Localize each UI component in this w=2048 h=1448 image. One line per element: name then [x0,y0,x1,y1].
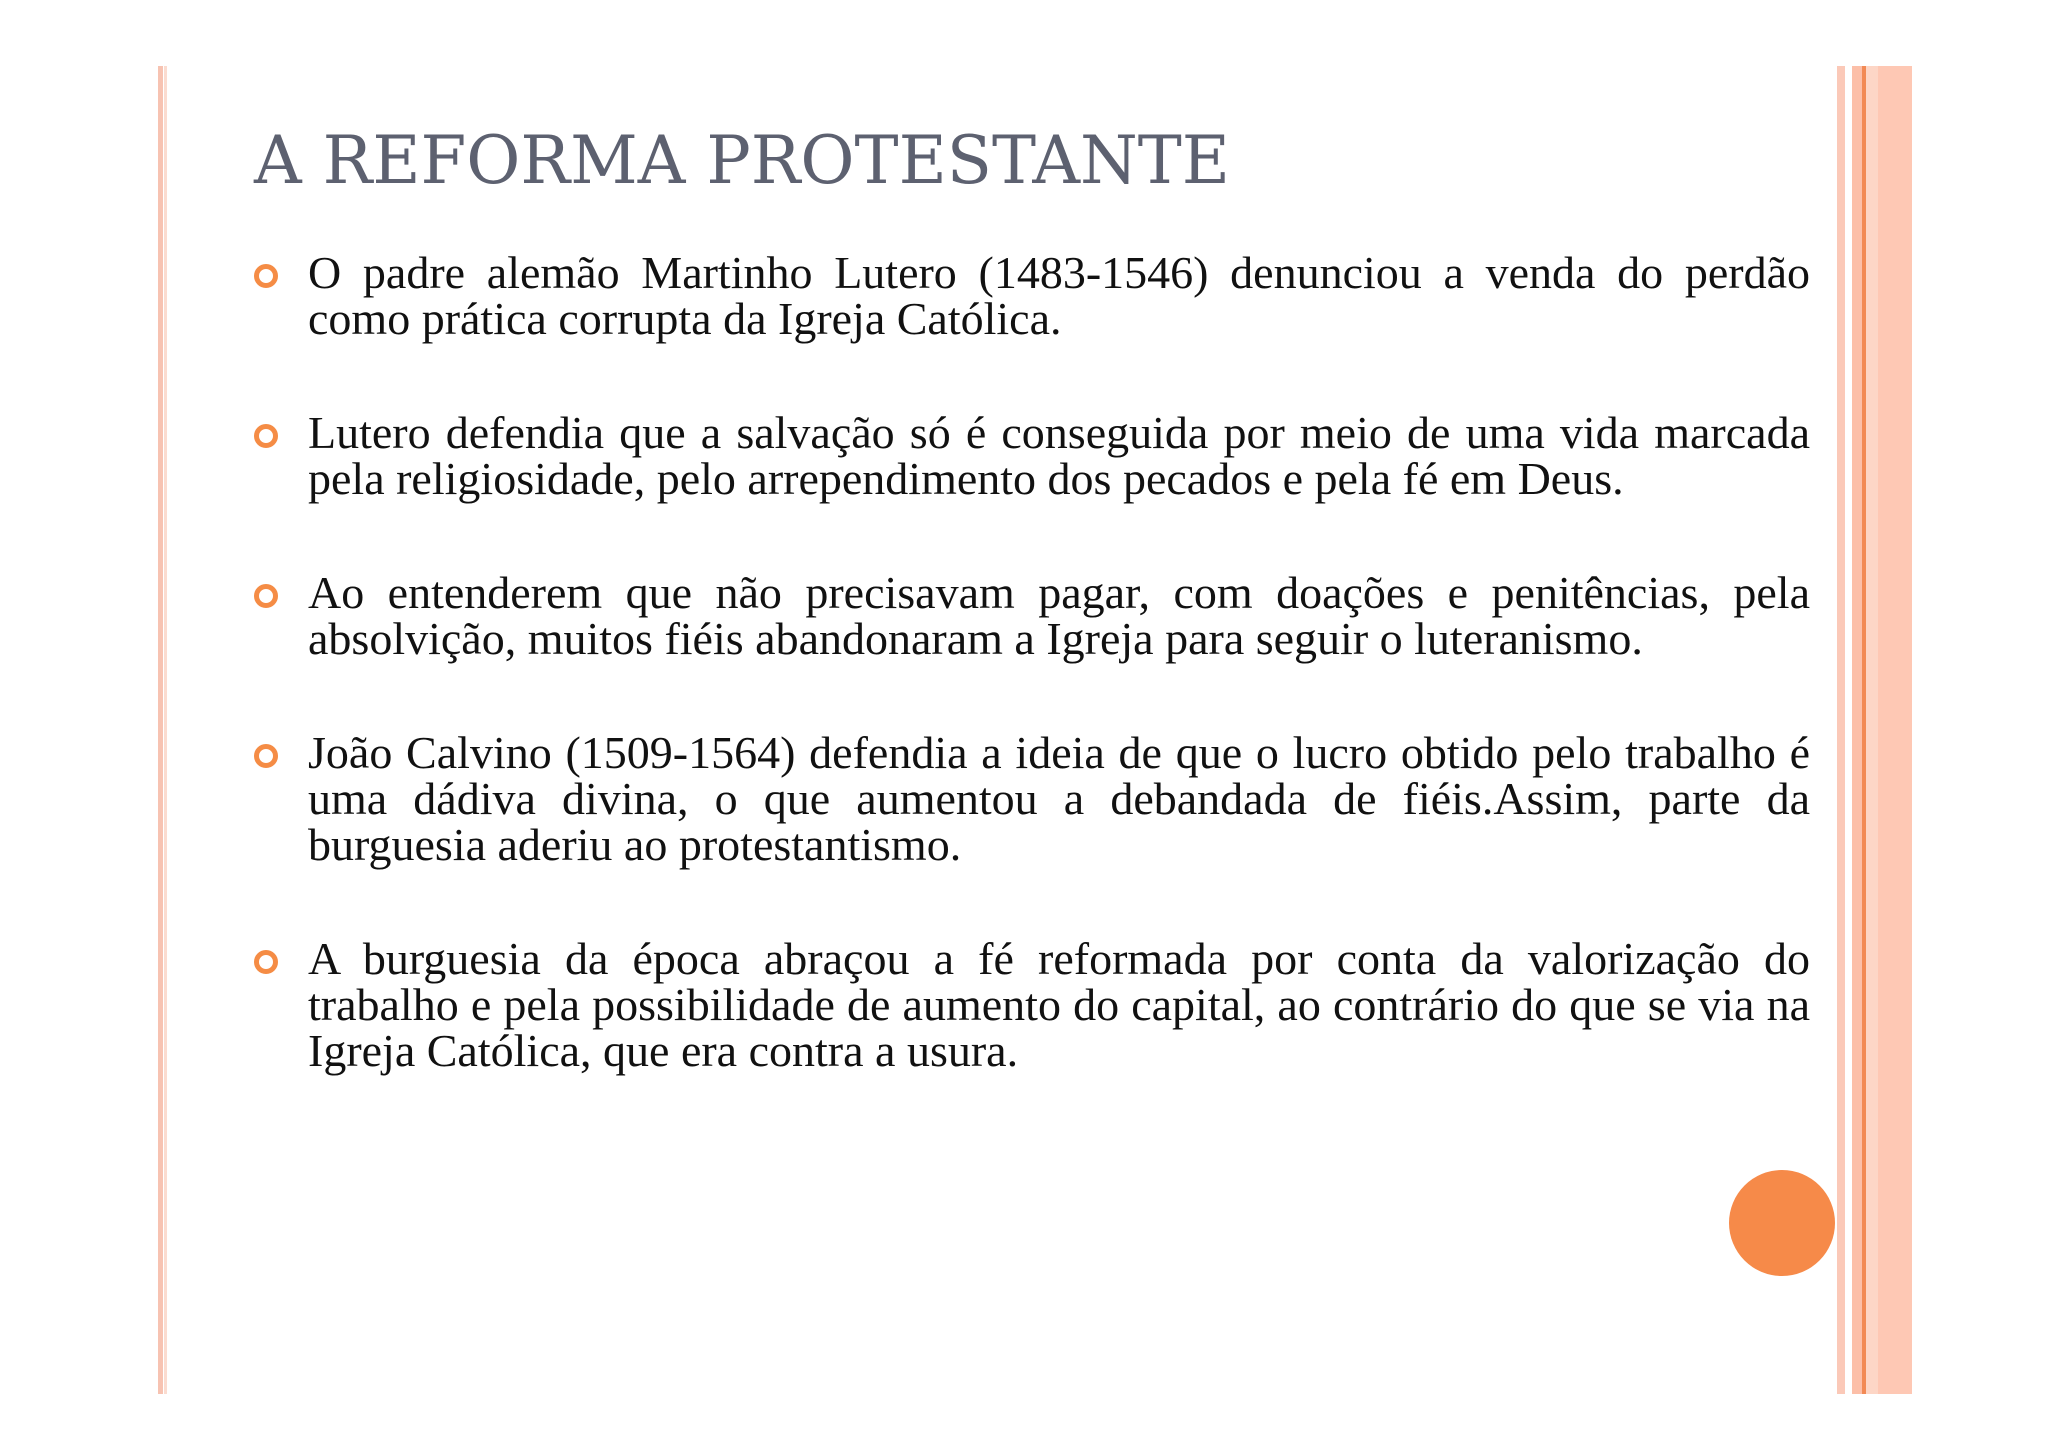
ring-bullet-icon [254,264,278,288]
slide-title: A REFORMA PROTESTANTE [254,122,1230,199]
bullet-item [254,933,1810,1076]
bullet-list [254,247,1810,1142]
bullet-text: O padre alemão Martinho Lutero (1483-1546) denunciou a venda do perdão como prática corrupta da Igreja Católica. [308,247,1810,344]
bullet-item [254,407,1810,504]
bullet-item [254,727,1810,870]
left-decorative-stripe-inner [164,66,167,1394]
bullet-text: A burguesia da época abraçou a fé reformada por conta da valorização do trabalho e pela possibilidade de aumento do capital, ao contrário do que se via na Igreja Católica, que era contra a usura. [308,933,1810,1076]
bullet-text: Ao entenderem que não precisavam pagar, com doações e penitências, pela absolvição, muitos fiéis abandonaram a Igreja para seguir o luteranismo. [308,567,1810,664]
bullet-text: Lutero defendia que a salvação só é conseguida por meio de uma vida marcada pela religiosidade, pelo arrependimento dos pecados e pela fé em Deus. [308,407,1810,504]
left-decorative-stripe [158,66,163,1394]
ring-bullet-icon [254,950,278,974]
ring-bullet-icon [254,424,278,448]
right-decorative-band-light [1866,66,1878,1394]
bullet-item [254,567,1810,664]
orange-circle-decoration [1729,1170,1835,1276]
bullet-item [254,247,1810,344]
right-decorative-stripe-accent [1862,66,1866,1394]
right-decorative-stripe-2 [1852,66,1862,1394]
ring-bullet-icon [254,744,278,768]
right-decorative-stripe-1 [1837,66,1845,1394]
bullet-text: João Calvino (1509-1564) defendia a ideia de que o lucro obtido pelo trabalho é uma dádiva divina, o que aumentou a debandada de fiéis.Assim, parte da burguesia aderiu ao protestantismo. [308,727,1810,870]
ring-bullet-icon [254,584,278,608]
